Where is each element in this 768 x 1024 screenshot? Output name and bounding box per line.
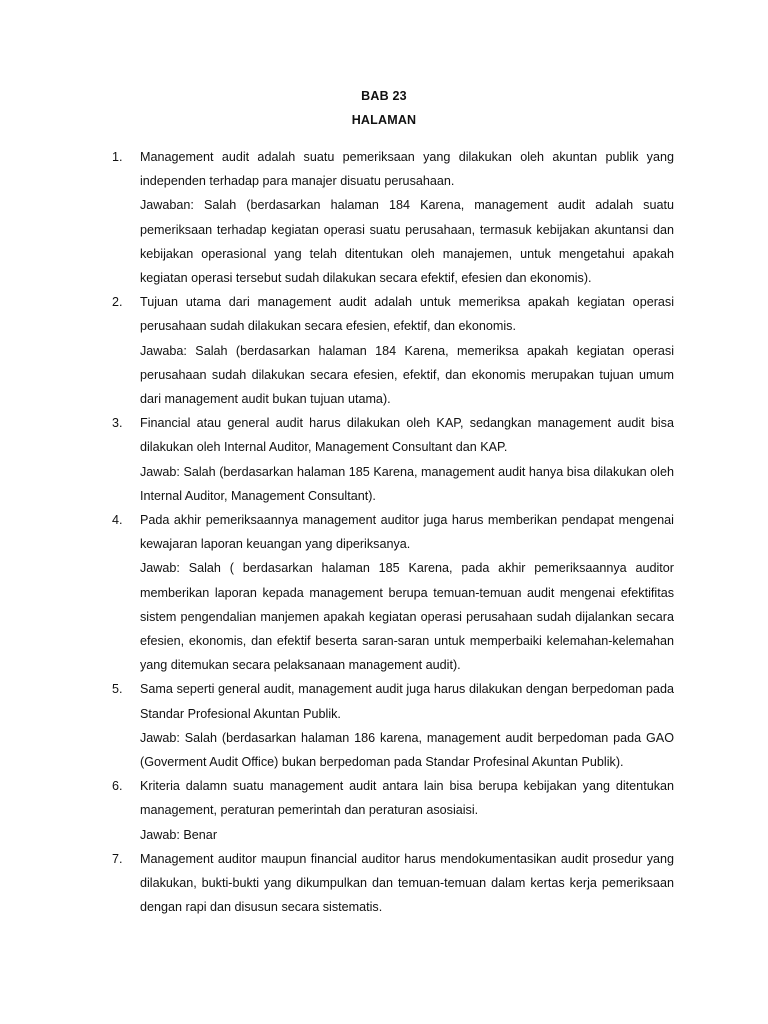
question-item	[112, 145, 674, 290]
item-number: 1.	[112, 150, 123, 164]
question-list	[112, 145, 674, 920]
answer-text: Jawaba: Salah (berdasarkan halaman 184 Karena, memeriksa apakah kegiatan operasi perusahaan sudah dilakukan secara efesien, efektif, dan ekonomis merupakan tujuan umum dari management audit bukan tujuan utama).	[140, 343, 674, 407]
question-item	[112, 774, 674, 847]
answer-text: Jawab: Salah ( berdasarkan halaman 185 Karena, pada akhir pemeriksaannya auditor memberikan laporan kepada management berupa temuan-temuan audit mengenai efektifitas sistem pengendalian manjemen apakah kegiatan operasi perusahaan sudah dijalankan secara efesien, ekonomis, dan efektif beserta saran-saran untuk memperbaiki kelemahan-kelemahan yang ditemukan secara pelaksanaan management audit).	[140, 561, 674, 673]
question-text: Kriteria dalamn suatu management audit antara lain bisa berupa kebijakan yang ditentukan management, peraturan pemerintah dan peraturan asosiaisi.	[140, 779, 674, 818]
question-item	[112, 290, 674, 411]
question-text: Pada akhir pemeriksaannya management auditor juga harus memberikan pendapat mengenai kewajaran laporan keuangan yang diperiksanya.	[140, 513, 674, 552]
question-item	[112, 411, 674, 508]
question-item	[112, 847, 674, 920]
item-number: 5.	[112, 682, 123, 697]
chapter-title: BAB 23	[361, 89, 407, 103]
answer-text: Jawaban: Salah (berdasarkan halaman 184 Karena, management audit adalah suatu pemeriksaan terhadap kegiatan operasi suatu perusahaan, termasuk kebijakan akuntansi dan kebijakan operasional yang telah ditentukan oleh manajemen, untuk mengetahui apakah kegiatan operasi tersebut sudah dilakukan secara efektif, efesien dan ekonomis).	[140, 198, 674, 286]
question-text: Financial atau general audit harus dilakukan oleh KAP, sedangkan management audit bisa dilakukan oleh Internal Auditor, Management Consultant dan KAP.	[140, 416, 674, 455]
item-number: 4.	[112, 513, 123, 528]
item-number: 6.	[112, 779, 123, 794]
question-text: Management auditor maupun financial auditor harus mendokumentasikan audit prosedur yang dilakukan, bukti-bukti yang dikumpulkan dan temuan-temuan dalam kertas kerja pemeriksaan dengan rapi dan disusun secara sistematis.	[140, 851, 674, 915]
question-item	[112, 677, 674, 774]
page-subtitle: HALAMAN	[351, 113, 417, 127]
item-number: 3.	[112, 416, 123, 431]
answer-text: Jawab: Salah (berdasarkan halaman 186 karena, management audit berpedoman pada GAO (Goverment Audit Office) bukan berpedoman pada Standar Profesinal Akuntan Publik).	[140, 730, 674, 770]
question-text: Management audit adalah suatu pemeriksaan yang dilakukan oleh akuntan publik yang independen terhadap para manajer disuatu perusahaan.	[140, 150, 674, 189]
question-item	[112, 508, 674, 677]
item-number: 7.	[112, 851, 123, 866]
answer-text: Jawab: Salah (berdasarkan halaman 185 Karena, management audit hanya bisa dilakukan oleh Internal Auditor, Management Consultant).	[140, 464, 674, 503]
answer-text: Jawab: Benar	[140, 827, 218, 842]
item-number: 2.	[112, 295, 123, 310]
question-text: Tujuan utama dari management audit adalah untuk memeriksa apakah kegiatan operasi perusahaan sudah dilakukan secara efesien, efektif, dan ekonomis.	[140, 295, 674, 334]
question-text: Sama seperti general audit, management audit juga harus dilakukan dengan berpedoman pada Standar Profesional Akuntan Publik.	[140, 682, 674, 721]
